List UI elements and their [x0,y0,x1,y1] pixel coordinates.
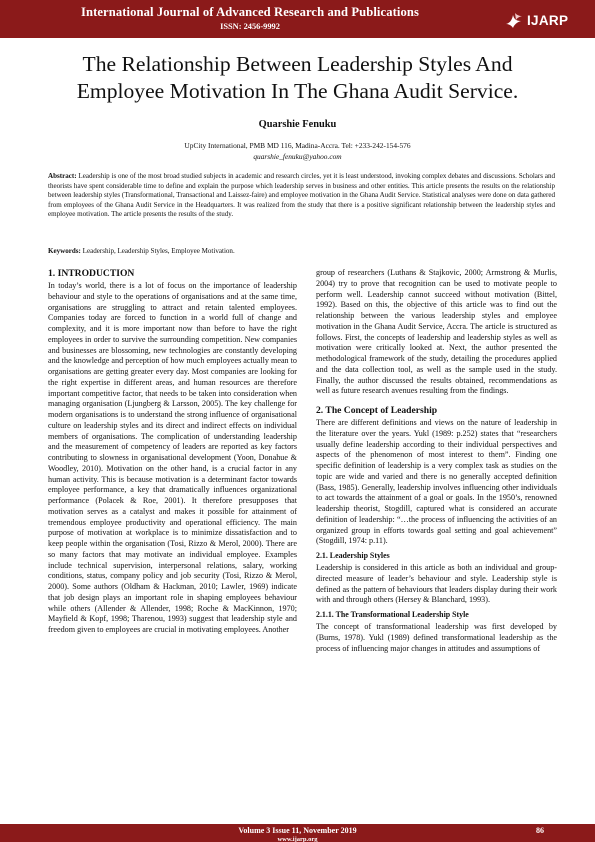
transformational-paragraph: The concept of transformational leadership was first developed by (Burns, 1978). Yukl (1989) defined transformational leadership as the process of influencing major changes in attitudes and assumptions of [316,622,557,653]
paper-title [20,51,575,105]
abstract-text: Leadership is one of the most broad studied subjects in academic and research circles, yet it is least understood, invoking complex debates and discussions. Scholars and theorists have spent considerable time to define and explain the purpose which leadership serves in business and other entities. This article presents the results on the relationship between leadership styles (Transformational, Transactional and Laissez-faire) and employee motivation in the Ghana Audit Service. Statistical analyses were done on data gathered from employees of the Ghana Audit Service in the Headquarters. It was realized from the study that there is a positive significant relationship between the leadership styles and employee motivation. The article presents the results of the study. [48,172,555,219]
keywords-label: Keywords: [48,247,81,255]
title-line-1: The Relationship Between Leadership Styles And [82,52,513,76]
abstract-label: Abstract: [48,172,77,180]
concept-of-leadership-paragraph: There are different definitions and views on the nature of leadership in the literature over the years. Yukl (1989: p.252) states that “researchers usually define leadership according to their individual perspectives and aspects of the phenomenon of most interest to them”. Finding one specific definition of leadership is a very complex task as studies on the topic are wide and varied and there is no generally accepted definition (Bass, 1985). Generally, leadership involves influencing other individuals to act towards the attainment of a goal or goals. In the 1950’s, renowned leadership theorist, Stogdill, captured what is considered an accurate definition of leadership: “…the process of influencing the activities of an organized group in efforts towards goal setting and goal achievement” (Stogdill, 1974: p.11). [316,418,557,546]
left-column [48,268,297,636]
abstract [48,172,555,220]
introduction-paragraph: In today’s world, there is a lot of focus on the importance of leadership behaviour and style to the operations of organisations and at the same time, organisations are struggling to attract and retain talented employees. Companies today are forced to function in a world full of change and complexity, and it is more important now than before to have the right employees in order to survive the surrounding competition. New companies and businesses are blossoming, new technologies are constantly developing and the knowledge and perception of how much employees actually mean to organisations are getting greater every day. Most companies are looking for the right expertise in different areas, and human resources are therefore important competitive factor, that needs to be taken into consideration when managing organisation (Ljungberg & Larsson, 2005). The key challenge for modern organisations is to understand the strong influence of organisational culture on leadership styles and its direct and indirect effects on individual members of organisations. The complication of understanding leadership and the measurement of competency of leaders are reported as key factors contributing to slowness in organisational development (Yoon, Donahue & Woodley, 2010). Motivation on the other hand, is a crucial factor in any human activity. This is because motivation is a determinant factor towards employee performance, a key that dramatically influences organizational performance (Polacek & Roe, 2001). It therefore presupposes that motivation serves as a catalyst and makes it possible for attainment of tremendous employee productivity and operational efficiency. The main purpose of motivation at workplace is to minimize dissatisfaction and to keep people within the organisation (Tosi, Rizzo & Merol, 2000). There are so many factors that may motivate an individual employee. Examples include technical supervision, interpersonal relations, salary, working conditions, status, company policy and job security (Tosi, Rizzo & Merol, 2000). Some authors (Oldham & Hackman, 2010; Lawler, 1969) indicate that job design plays an important role in shaping employees behaviour while others (Allender & Allender, 1998; Roche & MacKinnon, 1970; Mayfield & Kopf, 1998; Tharenou, 1993) suggest that leadership style and freedom given to employees are crucial in motivating employees. Another [48,281,297,634]
right-column [316,268,557,654]
journal-title: International Journal of Advanced Research and Publications [80,5,420,19]
journal-logo [504,10,568,30]
section-heading-introduction: 1. INTRODUCTION [48,268,135,279]
introduction-continuation: group of researchers (Luthans & Stajkovic, 2000; Armstrong & Murlis, 2004) try to prove that recognition can be used to motivate people to perform well. Leadership cannot succeed without motivation (Bittel, 1992). Based on this, the objective of this article was to find out the relationship between the various leadership styles and employee motivation in the Ghana Audit Service, Accra. The article is structured as follows. First, the concepts of leadership and leadership styles as well as motivation were critically looked at. Next, the author presented the methodological framework of the study, detailing the procedures applied and the data collection tool, as well as the sample used in the study. Finally, the author discussed the results obtained, recommendations as well as future research avenues resulting from the findings. [316,268,557,396]
author-email[interactable]: quarshie_fenuku@yahoo.com [253,152,342,161]
bird-logo-icon [504,10,524,30]
logo-text: IJARP [527,12,569,28]
footer-url[interactable]: www.ijarp.org [277,836,318,842]
section-heading-concept-of-leadership: 2. The Concept of Leadership [316,405,438,416]
subsection-heading-transformational: 2.1.1. The Transformational Leadership Style [316,610,469,619]
keywords-text: Leadership, Leadership Styles, Employee Motivation. [82,247,235,255]
keywords [48,247,555,257]
page-number: 86 [536,826,544,835]
author-affiliation: UpCity International, PMB MD 116, Madina-Accra. Tel: +233-242-154-576 [184,141,411,150]
author-name: Quarshie Fenuku [258,119,337,130]
subsection-heading-leadership-styles: 2.1. Leadership Styles [316,551,390,560]
title-line-2: Employee Motivation In The Ghana Audit Service. [76,79,519,103]
footer-issue: Volume 3 Issue 11, November 2019 [238,826,357,835]
journal-issn: ISSN: 2456-9992 [220,22,280,31]
leadership-styles-paragraph: Leadership is considered in this article as both an individual and group-directed measure of leader’s behaviour and style. Leadership style is defined as the pattern of behaviours that leaders display during their work with and through others (Hersey & Blanchard, 1993). [316,563,557,605]
